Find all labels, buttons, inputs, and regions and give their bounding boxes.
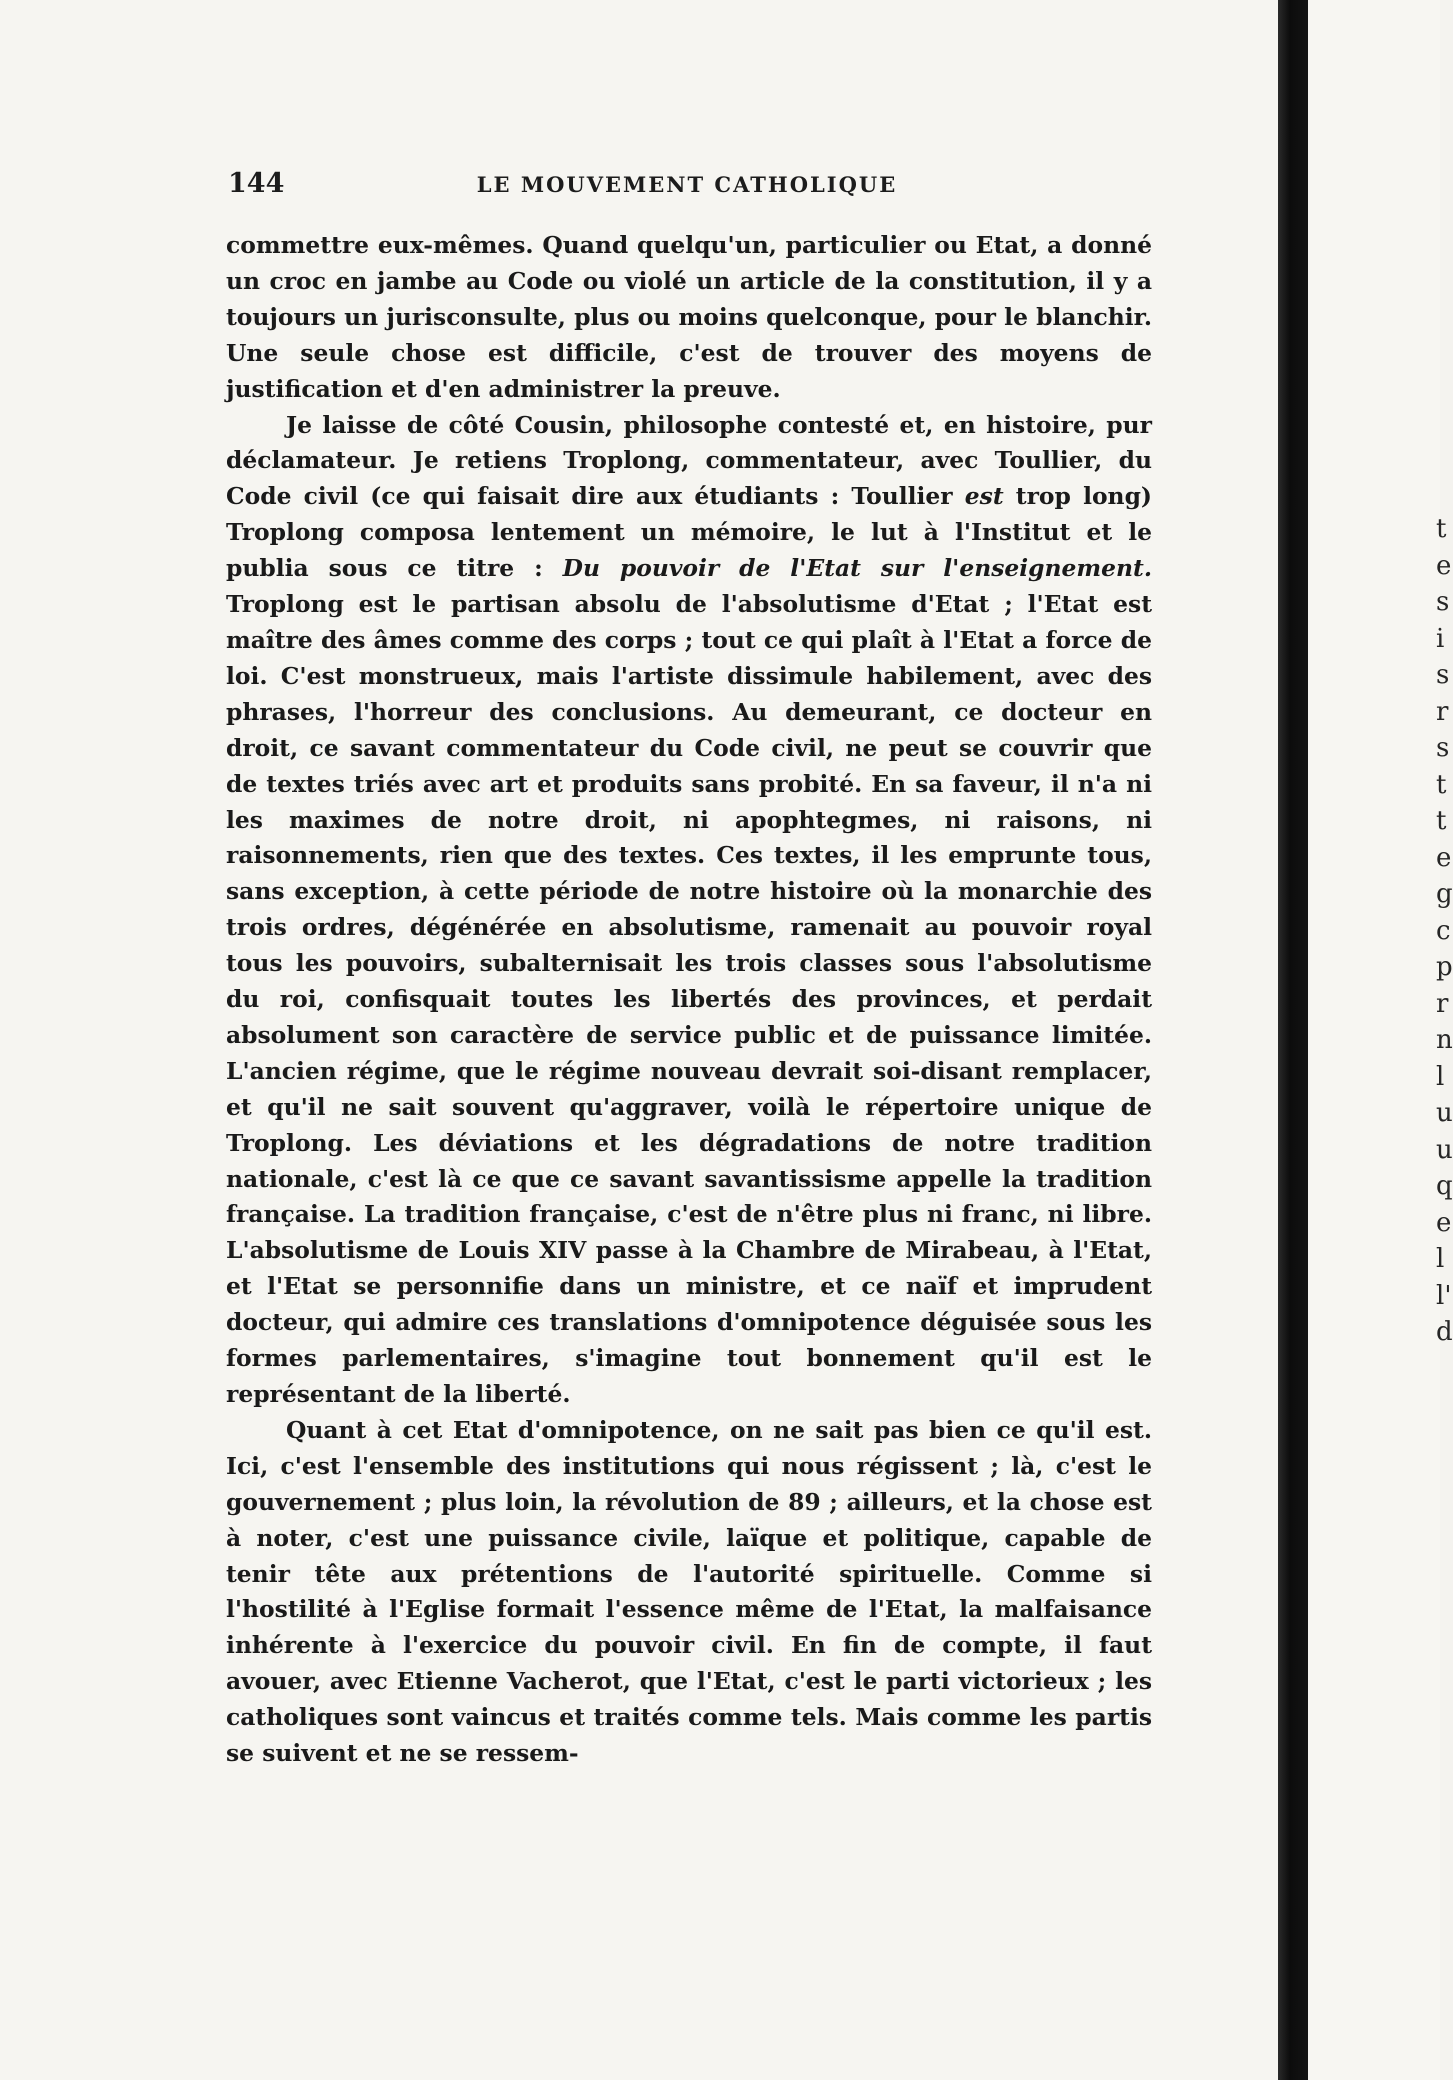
facing-page-letter: r xyxy=(1436,696,1449,727)
facing-page-letter: e xyxy=(1436,550,1452,581)
facing-page-letter: u xyxy=(1436,1134,1453,1165)
running-head-title: LE MOUVEMENT CATHOLIQUE xyxy=(476,172,898,197)
paragraph-2 xyxy=(226,408,1152,1413)
facing-page-letter: i xyxy=(1436,623,1445,654)
text-segment: commettre eux-mêmes. Quand quelqu'un, particulier ou Etat, a donné un croc en jambe au Code ou violé un article de la constitution, il y a toujours un jurisconsulte, plus ou moins quelconque, pour le blanchir. Une seule chose est difficile, c'est de trouver des moyens de justification et d'en administrer la preuve. xyxy=(226,231,1152,403)
text-segment: Troplong est le partisan absolu de l'absolutisme d'Etat ; l'Etat est maître des âmes comme des corps ; tout ce qui plaît à l'Etat a force de loi. C'est monstrueux, mais l'artiste dissimule habilement, avec des phrases, l'horreur des conclusions. Au demeurant, ce docteur en droit, ce savant commentateur du Code civil, ne peut se couvrir que de textes triés avec art et produits sans probité. En sa faveur, il n'a ni les maximes de notre droit, ni apophtegmes, ni raisons, ni raisonnements, rien que des textes. Ces textes, il les emprunte tous, sans exception, à cette période de notre histoire où la monarchie des trois ordres, dégénérée en absolutisme, ramenait au pouvoir royal tous les pouvoirs, subalternisait les trois classes sous l'absolutisme du roi, confisquait toutes les libertés des provinces, et perdait absolument son caractère de service public et de puissance limitée. L'ancien régime, que le régime nouveau devrait soi-disant remplacer, et qu'il ne sait souvent qu'aggraver, voilà le répertoire unique de Troplong. Les déviations et les dégradations de notre tradition nationale, c'est là ce que ce savant savantissisme appelle la tradition française. La tradition française, c'est de n'être plus ni franc, ni libre. L'absolutisme de Louis XIV passe à la Chambre de Mirabeau, à l'Etat, et l'Etat se personnifie dans un ministre, et ce naïf et imprudent docteur, qui admire ces translations d'omnipotence déguisée sous les formes parlementaires, s'imagine tout bonnement qu'il est le représentant de la liberté. xyxy=(226,590,1152,1408)
facing-page-letter: q xyxy=(1436,1171,1453,1201)
text-segment: Je laisse de côté Cousin, philosophe contesté et, en histoire, pur déclamateur. Je retiens Troplong, commentateur, avec Toullier, du Code civil (ce qui faisait dire aux étudiants : Toullier xyxy=(226,410,1152,511)
text-segment: trop long) Troplong composa lentement un mémoire, le lut à l'Institut et le publia sous ce titre : xyxy=(226,482,1152,583)
facing-page-letter: s xyxy=(1436,733,1450,763)
facing-page-letter: l xyxy=(1436,1061,1445,1092)
book-gutter xyxy=(1278,0,1308,2080)
facing-page-letter: n xyxy=(1436,1025,1453,1055)
page-number: 144 xyxy=(228,168,285,199)
facing-page-letter: c xyxy=(1436,915,1451,946)
facing-page-letter: s xyxy=(1436,660,1450,690)
facing-page-letter: l' xyxy=(1436,1280,1452,1311)
body-text xyxy=(226,228,1152,1772)
facing-page-letter: r xyxy=(1436,988,1449,1019)
paragraph-3 xyxy=(226,1413,1152,1772)
italic-segment: est xyxy=(964,482,1004,511)
facing-page-letter: l xyxy=(1436,1244,1445,1274)
facing-page-letter: e xyxy=(1436,1207,1452,1238)
running-head xyxy=(228,168,1146,208)
facing-page-letter: t xyxy=(1436,769,1447,800)
facing-page-edge xyxy=(1308,0,1453,2080)
facing-page-letter: t xyxy=(1436,806,1447,836)
facing-page-letter: e xyxy=(1436,842,1452,873)
paragraph-1 xyxy=(226,228,1152,408)
facing-page-letter: u xyxy=(1436,1098,1453,1128)
facing-page-letter: s xyxy=(1436,587,1450,617)
book-title-italic: Du pouvoir de l'Etat sur l'enseignement. xyxy=(562,554,1152,583)
facing-page-letter: d xyxy=(1436,1317,1453,1347)
text-segment: Quant à cet Etat d'omnipotence, on ne sait pas bien ce qu'il est. Ici, c'est l'ensemble des institutions qui nous régissent ; là, c'est le gouvernement ; plus loin, la révolution de 89 ; ailleurs, et la chose est à noter, c'est une puissance civile, laïque et politique, capable de tenir tête aux prétentions de l'autorité spirituelle. Comme si l'hostilité à l'Eglise formait l'essence même de l'Etat, la malfaisance inhérente à l'exercice du pouvoir civil. En fin de compte, il faut avouer, avec Etienne Vacherot, que l'Etat, c'est le parti victorieux ; les catholiques sont vaincus et traités comme tels. Mais comme les partis se suivent et ne se ressem- xyxy=(226,1415,1152,1768)
facing-page-letter: g xyxy=(1436,879,1453,909)
facing-page-letter: t xyxy=(1436,514,1447,544)
facing-page-letter: p xyxy=(1436,952,1453,982)
